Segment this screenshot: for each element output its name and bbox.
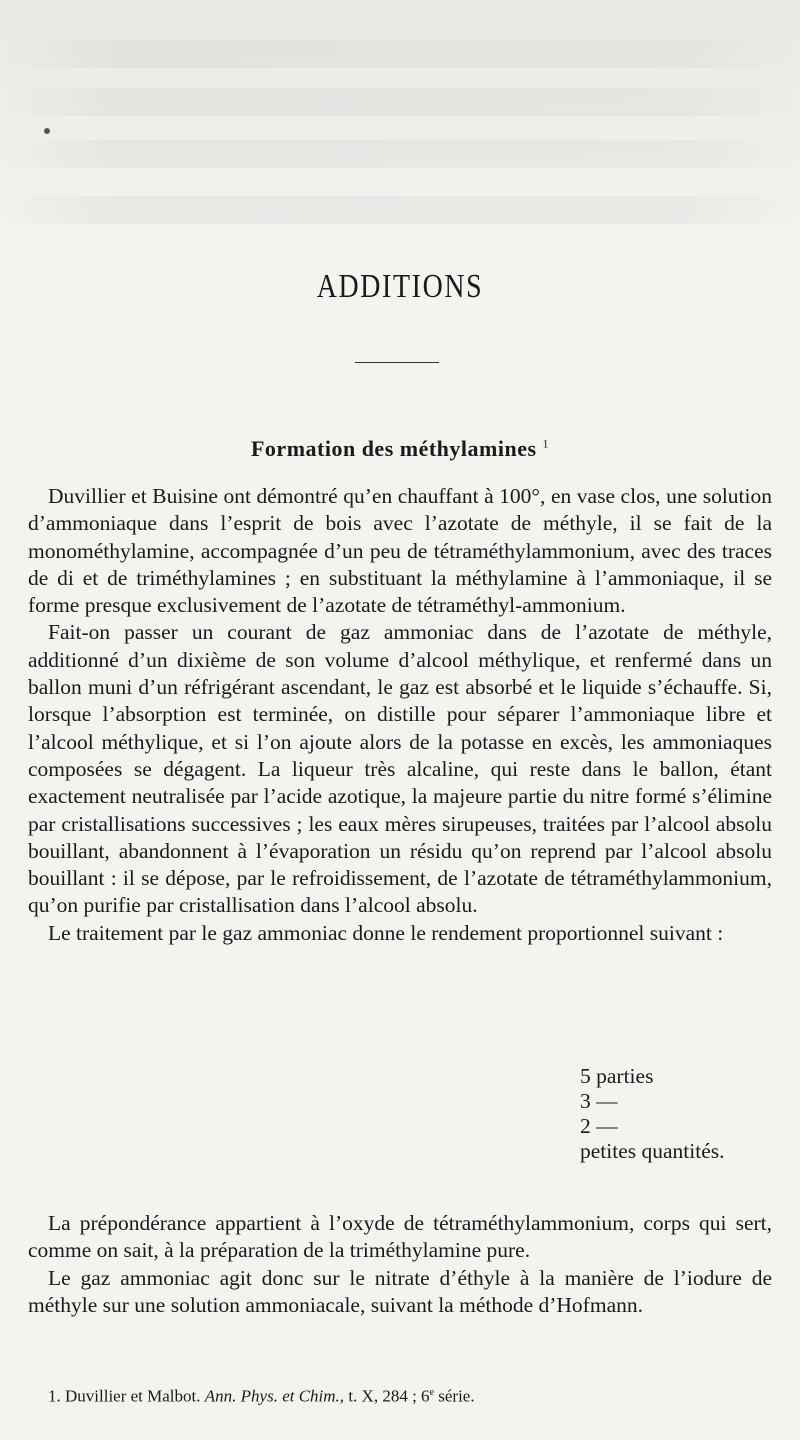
section-heading [0,436,800,462]
bleed-line [0,140,800,168]
table-row [138,1089,758,1114]
paragraph: Le traitement par le gaz ammoniac donne le rendement proportionnel suivant : [48,920,724,945]
bleed-line [0,196,800,224]
row-value: petites quantités. [576,1139,725,1164]
ink-spot [44,128,50,134]
body-text-top [28,483,772,947]
paragraph: Le gaz ammoniac agit donc sur le nitrate d’éthyle à la manière de l’iodure de méthyle sur une solution ammoniacale, suivant la méthode d’Hofmann. [28,1265,772,1317]
section-title: ADDITIONS [316,268,484,305]
body-text-bottom [28,1210,772,1319]
footnote [48,1382,768,1408]
yield-table [138,1064,758,1164]
footnote-journal: Ann. Phys. et Chim., [204,1386,345,1406]
footnote-authors: Duvillier et Malbot. [65,1386,201,1406]
heading-footnote-ref: 1 [542,436,550,451]
paragraph: Fait-on passer un courant de gaz ammoniac dans de l’azotate de méthyle, additionné d’un dixième de son volume d’alcool méthylique, et renfermé dans un ballon muni d’un réfrigérant ascendant, le gaz est absorbé et le liquide s’échauffe. Si, lorsque l’absorption est terminée, on distille pour séparer l’ammoniaque libre et l’alcool méthylique, et si l’on ajoute alors de la potasse en excès, les ammoniaques composées se dégagent. La liqueur très alcaline, qui reste dans le ballon, étant exactement neutralisée par l’acide azotique, la majeure partie du nitre formé s’élimine par cristallisations successives ; les eaux mères sirupeuses, traitées par l’alcool absolu bouillant, abandonnent à l’évaporation un résidu qu’on reprend par l’alcool absolu bouillant : il se dépose, par le refroidissement, de l’azotate de tétraméthylammonium, qu’on purifie par cristallisation dans l’alcool absolu. [28,620,772,918]
row-value: 5 parties [576,1064,653,1089]
heading-text: Formation des méthylamines [250,436,537,461]
bleed-line [0,40,800,68]
paragraph: La prépondérance appartient à l’oxyde de tétraméthylammonium, corps qui sert, comme on sait, à la préparation de la triméthylamine pure. [28,1211,772,1263]
paragraph: Duvillier et Buisine ont démontré qu’en chauffant à 100°, en vase clos, une solution d’ammoniaque dans l’esprit de bois avec l’azotate de méthyle, il se fait de la monométhylamine, accompagnée d’un peu de tétraméthylammonium, avec des traces de di et de triméthylamines ; en substituant la méthylamine à l’ammoniaque, il se forme presque exclusivement de l’azotate de tétraméthyl-ammonium. [28,484,772,618]
footnote-ref: t. X, 284 ; 6 [348,1386,430,1406]
footnote-ref-end: série. [434,1386,475,1406]
table-row [138,1139,758,1164]
bleed-line [0,88,800,116]
table-row [138,1064,758,1089]
title-rule [355,362,439,363]
footnote-ref-sup: e [429,1387,434,1398]
row-value: 2 — [576,1114,618,1139]
table-row [138,1114,758,1139]
footnote-number: 1. [48,1386,61,1406]
row-value: 3 — [576,1089,618,1114]
